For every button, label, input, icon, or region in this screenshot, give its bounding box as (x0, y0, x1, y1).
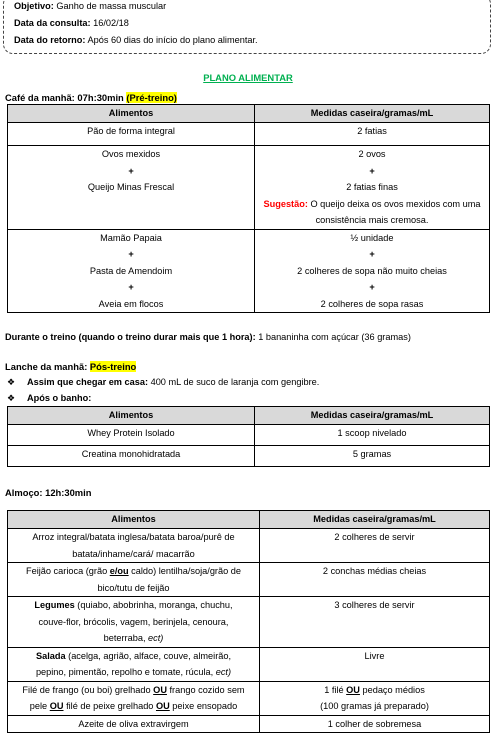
objetivo-value: Ganho de massa muscular (56, 1, 167, 11)
cafe-title-text: Café da manhã: 07h:30min (5, 92, 124, 103)
qty-cell: 3 colheres de servir (260, 597, 490, 648)
food-cell (8, 681, 260, 715)
ou-text: OU (153, 684, 167, 695)
qty-cell: 1 colher de sobremesa (260, 715, 490, 733)
plus-sign: + (128, 249, 134, 259)
qty-cell: 5 gramas (255, 446, 490, 467)
qty-item: 2 fatias finas (346, 182, 398, 192)
food-line (12, 682, 255, 699)
qty-cell: 2 conchas médias cheias (260, 563, 490, 597)
food-text-italic: ect) (148, 633, 164, 643)
bullet-item (7, 377, 319, 388)
durante-text: 1 bananinha com açúcar (36 gramas) (255, 332, 411, 342)
durante-line (5, 332, 411, 342)
ou-text: OU (155, 701, 170, 711)
lanche-title-text: Lanche da manhã: (5, 361, 88, 372)
table-row (8, 563, 490, 597)
food-item: Queijo Minas Frescal (87, 182, 175, 192)
table-row (8, 681, 490, 715)
food-item: Pasta de Amendoim (89, 265, 173, 276)
lanche-title (5, 361, 136, 372)
lanche-table (7, 406, 490, 467)
food-line: batata/inhame/cará/ macarrão (72, 548, 195, 559)
plus-sign: + (369, 165, 375, 176)
qty-item: 2 colheres de sopa não muito cheias (297, 265, 447, 276)
qty-line: (100 gramas já preparado) (320, 701, 429, 711)
food-group: Salada (35, 650, 66, 661)
cafe-tag: (Pré-treino) (126, 92, 177, 103)
food-cell: Azeite de oliva extravirgem (8, 715, 260, 733)
almoco-table (7, 510, 490, 733)
ou-text: OU (346, 684, 360, 695)
plus-sign: + (369, 282, 375, 292)
food-text-italic: ect) (215, 667, 232, 677)
qty-cell: 2 fatias (255, 123, 490, 146)
table-header-row (8, 407, 490, 425)
food-text: frango cozido sem (166, 684, 245, 695)
food-text: filé de peixe grelhado (63, 701, 156, 711)
food-text-emph: e/ou (109, 566, 129, 576)
data-consulta-value: 16/02/18 (93, 18, 129, 28)
table-row (8, 146, 490, 230)
table-row (8, 425, 490, 446)
sugestao-label: Sugestão: (263, 198, 308, 209)
diamond-bullet-icon: ❖ (7, 377, 16, 387)
food-cell (8, 563, 260, 597)
food-text: beterraba, (103, 633, 149, 643)
food-group: Legumes (34, 600, 75, 610)
qty-cell: Livre (260, 647, 490, 681)
table-row (8, 597, 490, 648)
table-row (8, 529, 490, 563)
food-line (12, 698, 255, 715)
cafe-title (5, 92, 177, 103)
table-row (8, 715, 490, 733)
food-text: Filé de frango (ou boi) grelhado (22, 684, 154, 695)
lanche-tag: Pós-treino (89, 361, 137, 372)
food-cell (8, 529, 260, 563)
table-header-row (8, 511, 490, 529)
sugestao-text: O queijo deixa os ovos mexidos com uma (307, 198, 481, 209)
qty-text: pedaço médios (359, 684, 425, 695)
plus-sign: + (128, 165, 134, 176)
food-item: Aveia em flocos (98, 298, 164, 309)
food-line (12, 630, 255, 647)
food-cell (8, 647, 260, 681)
objetivo-line (14, 1, 166, 11)
qty-cell (255, 229, 490, 313)
qty-cell: 1 scoop nivelado (255, 425, 490, 446)
table-row (8, 647, 490, 681)
plus-sign: + (369, 249, 375, 259)
food-line (12, 648, 255, 665)
qty-item: 2 colheres de sopa rasas (320, 298, 424, 309)
data-retorno-line (14, 35, 258, 45)
col-alimentos: Alimentos (8, 105, 255, 123)
col-medidas: Medidas caseira/gramas/mL (255, 407, 490, 425)
food-cell (8, 229, 255, 313)
sugestao-text-2: consistência mais cremosa. (315, 215, 429, 225)
data-consulta-line (14, 18, 129, 28)
food-text: pele (29, 701, 50, 711)
data-consulta-label: Data da consulta: (14, 18, 91, 28)
table-header-row (8, 105, 490, 123)
bullet-text: 400 mL de suco de laranja com gengibre. (148, 377, 320, 387)
diamond-bullet-icon: ❖ (7, 393, 16, 403)
data-retorno-label: Data do retorno: (14, 35, 86, 45)
food-line (12, 597, 255, 614)
qty-cell: 2 colheres de servir (260, 529, 490, 563)
food-cell (8, 146, 255, 230)
col-alimentos: Alimentos (8, 511, 260, 529)
bullet-label: Assim que chegar em casa: (27, 377, 149, 387)
almoco-title: Almoço: 12h:30min (5, 487, 92, 498)
food-cell: Pão de forma integral (8, 123, 255, 146)
table-row (8, 229, 490, 313)
qty-item: 2 ovos (358, 149, 386, 159)
col-medidas: Medidas caseira/gramas/mL (260, 511, 490, 529)
food-text: caldo) lentilha/soja/grão de (128, 566, 241, 576)
food-cell (8, 597, 260, 648)
food-text: Feijão carioca (grão (25, 566, 110, 576)
food-cell: Whey Protein Isolado (8, 425, 255, 446)
qty-cell (260, 681, 490, 715)
food-text: peixe ensopado (169, 701, 238, 711)
bullet-label: Após o banho: (27, 393, 92, 403)
qty-text: 1 filé (324, 684, 347, 695)
table-row (8, 446, 490, 467)
qty-cell (255, 146, 490, 230)
food-line: couve-flor, brócolis, vagem, berinjela, cenoura, (38, 616, 229, 627)
table-row (8, 123, 490, 146)
bullet-item (7, 393, 91, 404)
plus-sign: + (128, 282, 134, 292)
food-item: Mamão Papaia (100, 232, 162, 243)
objetivo-label: Objetivo: (14, 1, 54, 11)
food-item: Ovos mexidos (101, 149, 161, 159)
col-medidas: Medidas caseira/gramas/mL (255, 105, 490, 123)
food-line (12, 664, 255, 681)
food-text: (acelga, agrião, alface, couve, almeirão, (65, 650, 232, 661)
qty-item: ½ unidade (350, 232, 394, 243)
cafe-table (7, 104, 490, 313)
plan-title: PLANO ALIMENTAR (203, 72, 293, 83)
ou-text: OU (49, 701, 64, 711)
col-alimentos: Alimentos (8, 407, 255, 425)
sugestao-note (259, 196, 485, 213)
food-cell: Creatina monohidratada (8, 446, 255, 467)
food-line (12, 563, 255, 580)
data-retorno-value: Após 60 dias do início do plano alimentar. (87, 35, 258, 45)
food-line: Arroz integral/batata inglesa/batata baroa/purê de (32, 532, 235, 542)
durante-label: Durante o treino (quando o treino durar mais que 1 hora): (5, 332, 256, 342)
food-line: bico/tutu de feijão (97, 582, 170, 593)
food-text: (quiabo, abobrinha, moranga, chuchu, (74, 600, 233, 610)
qty-line (264, 682, 485, 699)
food-text: pepino, pimentão, repolho e tomate, rúcula, (35, 667, 216, 677)
